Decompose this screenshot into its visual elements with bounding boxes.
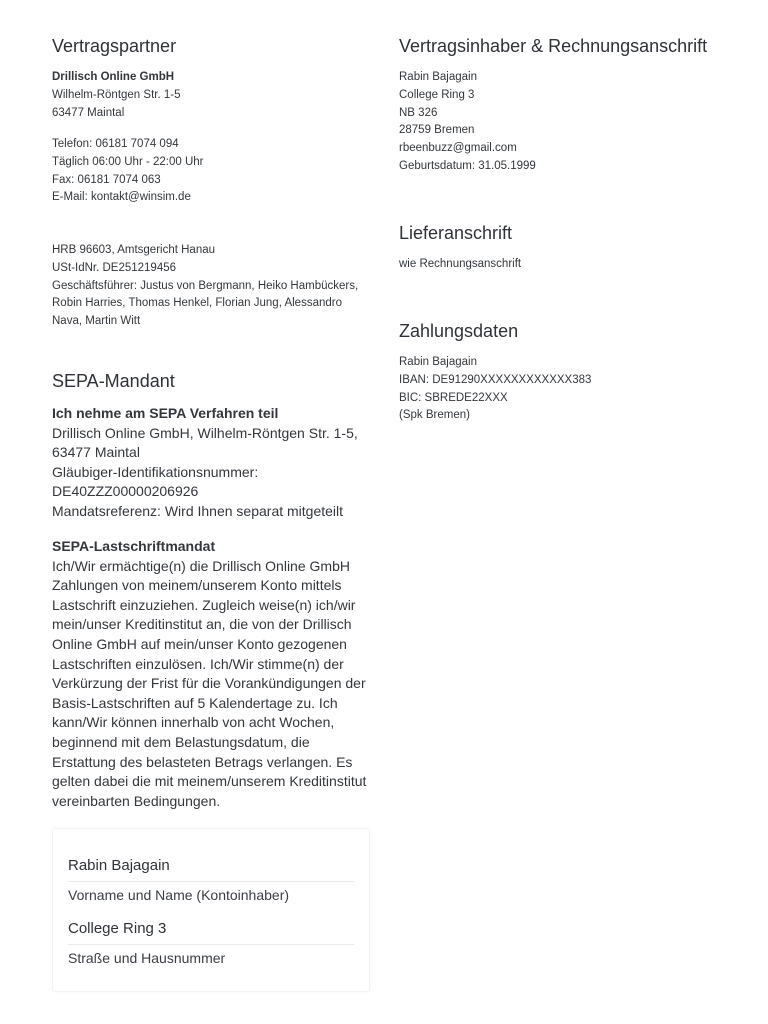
partner-hours: Täglich 06:00 Uhr - 22:00 Uhr — [52, 155, 204, 168]
sepa-mandate — [52, 537, 372, 811]
holder-heading: Vertragsinhaber & Rechnungsanschrift — [399, 36, 708, 56]
holder-line: College Ring 3 — [399, 88, 475, 101]
sepa-mandate-line: vereinbarten Bedingungen. — [52, 792, 221, 809]
payment-line: IBAN: DE91290XXXXXXXXXXXX383 — [399, 373, 592, 386]
sepa-mandate-line: gelten dabei die mit meinem/unserem Kreditinstitut — [52, 773, 367, 790]
delivery-heading: Lieferanschrift — [399, 223, 513, 243]
delivery-text: wie Rechnungsanschrift — [399, 258, 522, 270]
partner-heading: Vertragspartner — [52, 36, 177, 56]
name-divider — [68, 881, 354, 882]
holder-line: 28759 Bremen — [399, 124, 475, 137]
partner-ceo-line: Nava, Martin Witt — [52, 315, 141, 328]
sepa-mandate-line: Verkürzung der Frist für die Vorankündigungen der — [52, 675, 366, 692]
sepa-participation-line: 63477 Maintal — [52, 444, 140, 461]
account-holder-form — [52, 828, 370, 992]
sepa-participation-line: Drillisch Online GmbH, Wilhelm-Röntgen Str. 1-5, — [52, 424, 358, 441]
holder-line: rbeenbuzz@gmail.com — [399, 142, 517, 155]
street-label: Straße und Hausnummer — [68, 950, 226, 966]
sepa-mandate-title: SEPA-Lastschriftmandat — [52, 538, 216, 554]
sepa-participation-line: DE40ZZZ00000206926 — [52, 483, 199, 500]
delivery-details — [399, 256, 729, 274]
sepa-heading: SEPA-Mandant — [52, 371, 175, 391]
holder-details — [399, 69, 729, 176]
partner-phone: Telefon: 06181 7074 094 — [52, 138, 179, 150]
street-field[interactable] — [68, 920, 354, 967]
name-field[interactable] — [68, 857, 354, 904]
partner-city: 63477 Maintal — [52, 106, 125, 119]
sepa-mandate-line: beginnend mit dem Belastungsdatum, die — [52, 733, 310, 750]
name-label: Vorname und Name (Kontoinhaber) — [68, 887, 290, 903]
sepa-mandate-line: Lastschrift einzuziehen. Zugleich weise(n) ich/wir — [52, 596, 356, 613]
holder-line: NB 326 — [399, 106, 438, 119]
sepa-mandate-line: Online GmbH auf mein/unser Konto gezogenen — [52, 635, 347, 652]
partner-ceo-line: Robin Harries, Thomas Henkel, Florian Jung, Alessandro — [52, 297, 342, 310]
street-divider — [68, 944, 354, 945]
payment-line: BIC: SBREDE22XXX — [399, 391, 508, 404]
sepa-mandate-line: Ich/Wir ermächtige(n) die Drillisch Online GmbH — [52, 557, 350, 574]
payment-line: (Spk Bremen) — [399, 409, 470, 422]
holder-line: Rabin Bajagain — [399, 71, 478, 83]
sepa-mandate-line: mein/unser Kreditinstitut an, die von der Drillisch — [52, 616, 352, 633]
partner-ust: USt-IdNr. DE251219456 — [52, 261, 177, 274]
payment-details — [399, 354, 729, 425]
name-value: Rabin Bajagain — [68, 857, 170, 874]
sepa-mandate-line: Basis-Lastschriften auf 5 Kalendertage zu. Ich — [52, 694, 338, 711]
partner-company: Drillisch Online GmbH — [52, 71, 175, 83]
sepa-participation-title: Ich nehme am SEPA Verfahren teil — [52, 405, 279, 421]
sepa-mandate-line: Lastschriften einzulösen. Ich/Wir stimme(n) der — [52, 655, 344, 672]
sepa-mandate-line: Zahlungen von meinem/unserem Konto mittels — [52, 577, 342, 594]
sepa-participation-line: Gläubiger-Identifikationsnummer: — [52, 463, 259, 480]
partner-email: E-Mail: kontakt@winsim.de — [52, 191, 191, 204]
sepa-mandate-line: kann/Wir können innerhalb von acht Wochen, — [52, 714, 335, 731]
partner-ceo-line: Geschäftsführer: Justus von Bergmann, Heiko Hambückers, — [52, 279, 359, 292]
payment-line: Rabin Bajagain — [399, 356, 478, 368]
sepa-participation — [52, 404, 372, 522]
sepa-mandate-line: Erstattung des belasteten Betrags verlangen. Es — [52, 753, 353, 770]
partner-street: Wilhelm-Röntgen Str. 1-5 — [52, 88, 181, 101]
partner-legal — [52, 242, 382, 331]
partner-contact — [52, 136, 382, 207]
partner-address — [52, 69, 382, 122]
sepa-participation-line: Mandatsreferenz: Wird Ihnen separat mitgeteilt — [52, 502, 344, 519]
street-value: College Ring 3 — [68, 920, 167, 937]
holder-line: Geburtsdatum: 31.05.1999 — [399, 159, 536, 172]
partner-fax: Fax: 06181 7074 063 — [52, 173, 161, 186]
payment-heading: Zahlungsdaten — [399, 321, 519, 341]
partner-hrb: HRB 96603, Amtsgericht Hanau — [52, 244, 216, 256]
